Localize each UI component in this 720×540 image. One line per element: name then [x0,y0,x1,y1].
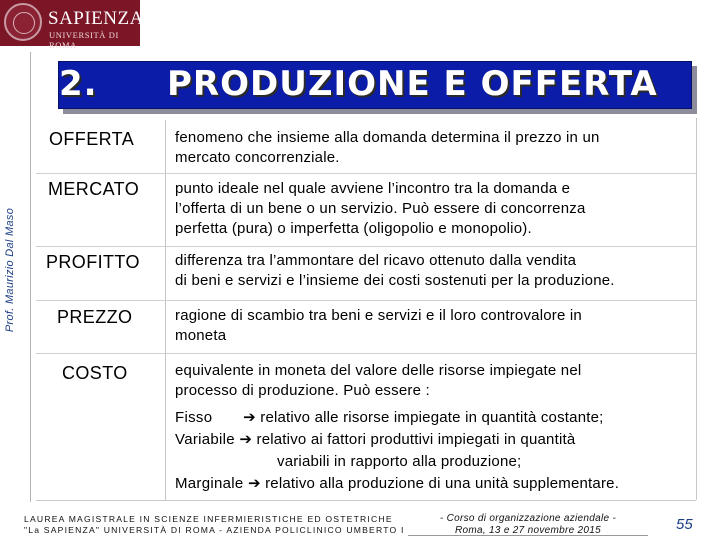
definition-line: ragione di scambio tra beni e servizi e il loro controvalore in [175,307,582,324]
slide-number-title: 2. [59,64,98,104]
definition-line: perfetta (pura) o imperfetta (oligopolio e monopolio). [175,220,532,237]
definition-line: equivalente in moneta del valore delle risorse impiegate nel [175,362,582,379]
definition-line: di beni e servizi e l’insieme dei costi sostenuti per la produzione. [175,272,615,289]
footer-course-info [24,514,405,536]
slide-title: PRODUZIONE E OFFERTA [167,64,658,104]
term-costo: COSTO [62,363,128,383]
footer-lecture-info [408,513,648,537]
definition-line: mercato concorrenziale. [175,149,340,166]
cost-types-list [175,407,619,495]
author-label: Prof. Maurizio Dal Maso [4,207,16,333]
cost-type-item [175,473,619,495]
logo-subtitle: UNIVERSITÀ DI ROMA [49,30,119,50]
term-prezzo: PREZZO [57,307,133,327]
row-divider [36,353,696,354]
definition-line: fenomeno che insieme alla domanda determina il prezzo in un [175,129,600,146]
column-divider [165,120,166,500]
row-divider [36,246,696,247]
cost-type-item [175,429,619,451]
footer-underline [408,535,648,536]
definition-line: processo di produzione. Può essere : [175,382,430,399]
table-frame-right [696,118,697,500]
table-frame-bottom [36,500,696,501]
definition-line: l’offerta di un bene o un servizio. Può essere di concorrenza [175,200,586,217]
cost-type-text: relativo ai fattori produttivi impiegati in quantità [256,431,576,448]
definition-line: differenza tra l’ammontare del ricavo ottenuto dalla vendita [175,252,577,269]
cost-type-label: Variabile [175,431,235,448]
definition-line: punto ideale nel quale avviene l’incontro tra la domanda e [175,180,571,197]
row-divider [36,173,696,174]
cost-type-text: relativo alla produzione di una unità supplementare. [265,475,620,492]
cost-type-label: Fisso [175,409,213,426]
term-mercato: MERCATO [48,179,140,199]
arrow-right-icon: ➔ [247,475,261,492]
cost-type-item [175,407,619,429]
definition-costo [175,361,581,401]
university-logo [0,0,144,50]
footer-line: LAUREA MAGISTRALE IN SCIENZE INFERMIERISTICHE ED OSTETRICHE [24,514,393,524]
page-number: 55 [676,516,693,533]
definition-prezzo [175,306,582,346]
footer-line: Roma, 13 e 27 novembre 2015 [455,525,601,536]
arrow-right-icon: ➔ [243,409,256,426]
definition-line: moneta [175,327,227,344]
definition-offerta [175,128,600,168]
row-divider [36,300,696,301]
slide-title-bar [58,61,692,109]
side-divider [30,52,31,502]
cost-type-label: Marginale [175,475,244,492]
cost-type-continuation: variabili in rapporto alla produzione; [277,453,522,470]
term-offerta: OFFERTA [49,129,135,149]
arrow-right-icon: ➔ [239,431,253,448]
footer-line: - Corso di organizzazione aziendale - [439,513,617,524]
definition-mercato [175,179,586,239]
footer-line: "La SAPIENZA" UNIVERSITÀ DI ROMA - AZIENDA POLICLINICO UMBERTO I [24,525,405,535]
seal-icon [4,3,42,41]
definition-profitto [175,251,615,291]
cost-type-text: relativo alle risorse impiegate in quantità costante; [260,409,604,426]
term-profitto: PROFITTO [46,252,140,272]
logo-name: SAPIENZA [48,8,144,29]
